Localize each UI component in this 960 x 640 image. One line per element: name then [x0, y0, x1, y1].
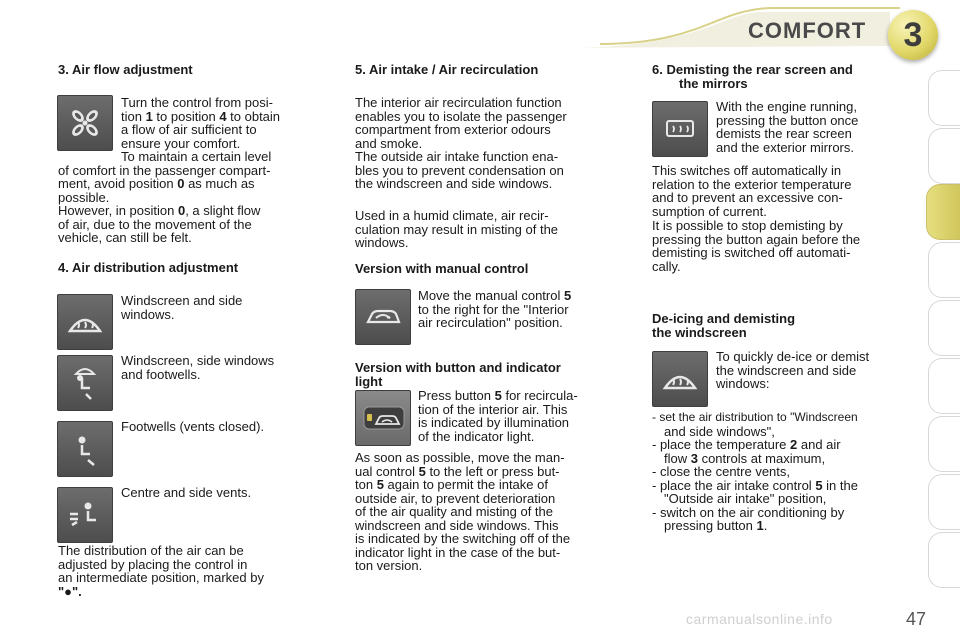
deicing-intro-text: To quickly de-ice or demist the windscreen and side windows: [716, 349, 870, 391]
recirculation-text-2: The outside air intake function ena- bles you to prevent condensation on the windscreen and side windows. [355, 149, 564, 191]
rear-screen-demist-icon [652, 101, 708, 157]
manual-version-heading: Version with manual control [355, 261, 529, 276]
rear-demist-text-3: It is possible to stop demisting by pressing the button again before the demisting is switched off automati- cally. [652, 218, 861, 274]
list-item: - place the temperature 2 and air flow 3 controls at maximum, [652, 437, 841, 466]
deicing-heading: De-icing and demisting the windscreen [652, 311, 796, 340]
distribution-mode-1: Windscreen and side windows. [121, 293, 243, 322]
air-flow-text-1: Turn the control from posi- tion 1 to position 4 to obtain a flow of air sufficient to ensure your comfort. [121, 95, 281, 151]
distribution-mode-3: Footwells (vents closed). [121, 419, 265, 434]
section-5-heading: 5. Air intake / Air recirculation [355, 62, 539, 77]
list-item: - switch on the air conditioning by pressing button 1. [652, 504, 845, 533]
list-item: - close the centre vents, [652, 464, 791, 479]
chapter-number: 3 [903, 16, 923, 54]
rear-demist-text-2: This switches off automatically in relation to the exterior temperature and to prevent an excessive con- sumption of current. [652, 163, 852, 219]
section-4-heading: 4. Air distribution adjustment [58, 260, 239, 275]
section-3-heading: 3. Air flow adjustment [58, 62, 193, 77]
manual-control-text: Move the manual control 5 to the right for the "Interior air recirculation" position. [418, 288, 572, 330]
rear-demist-text-1: With the engine running, pressing the button once demists the rear screen and the exterior mirrors. [716, 99, 859, 155]
list-item: - set the air distribution to "Windscreen and side windows", [652, 410, 858, 439]
windscreen-deice-icon [652, 351, 708, 407]
distribution-mode-4: Centre and side vents. [121, 485, 252, 500]
page-number: 47 [906, 609, 927, 629]
watermark: carmanualsonline.info [686, 611, 833, 627]
recirculation-text-3: Used in a humid climate, air recir- culation may result in misting of the windows. [355, 208, 559, 250]
distribution-text: The distribution of the air can be adjusted by placing the control in an intermediate position, marked by "●". [58, 543, 264, 599]
page-title: COMFORT [748, 18, 867, 43]
deicing-steps-list [652, 410, 904, 533]
recirculation-button-text: Press button 5 for recircula- tion of the interior air. This is indicated by illumination of the indicator light. [418, 388, 578, 444]
list-item: - place the air intake control 5 in the "Outside air intake" position, [652, 477, 858, 506]
distribution-mode-2: Windscreen, side windows and footwells. [121, 353, 275, 382]
section-6-heading: 6. Demisting the rear screen and the mirrors [652, 62, 853, 91]
air-flow-text-2: To maintain a certain level of comfort in the passenger compart- ment, avoid position 0 as much as possible. [58, 149, 272, 205]
button-version-heading: Version with button and indicator light [355, 360, 561, 389]
air-flow-text-3: However, in position 0, a slight flow of air, due to the movement of the vehicle, can still be felt. [58, 203, 261, 245]
recirculation-text-4: As soon as possible, move the man- ual control 5 to the left or press but- ton 5 again to permit the intake of outside air, to prevent deterioration of the air quality and misting of the windscreen and side windows. This is indicated by the switching off of the indicator light in the case of the but- ton version. [355, 450, 571, 573]
recirculation-text-1: The interior air recirculation function enables you to isolate the passenger compartment from exterior odours and smoke. [355, 95, 567, 151]
